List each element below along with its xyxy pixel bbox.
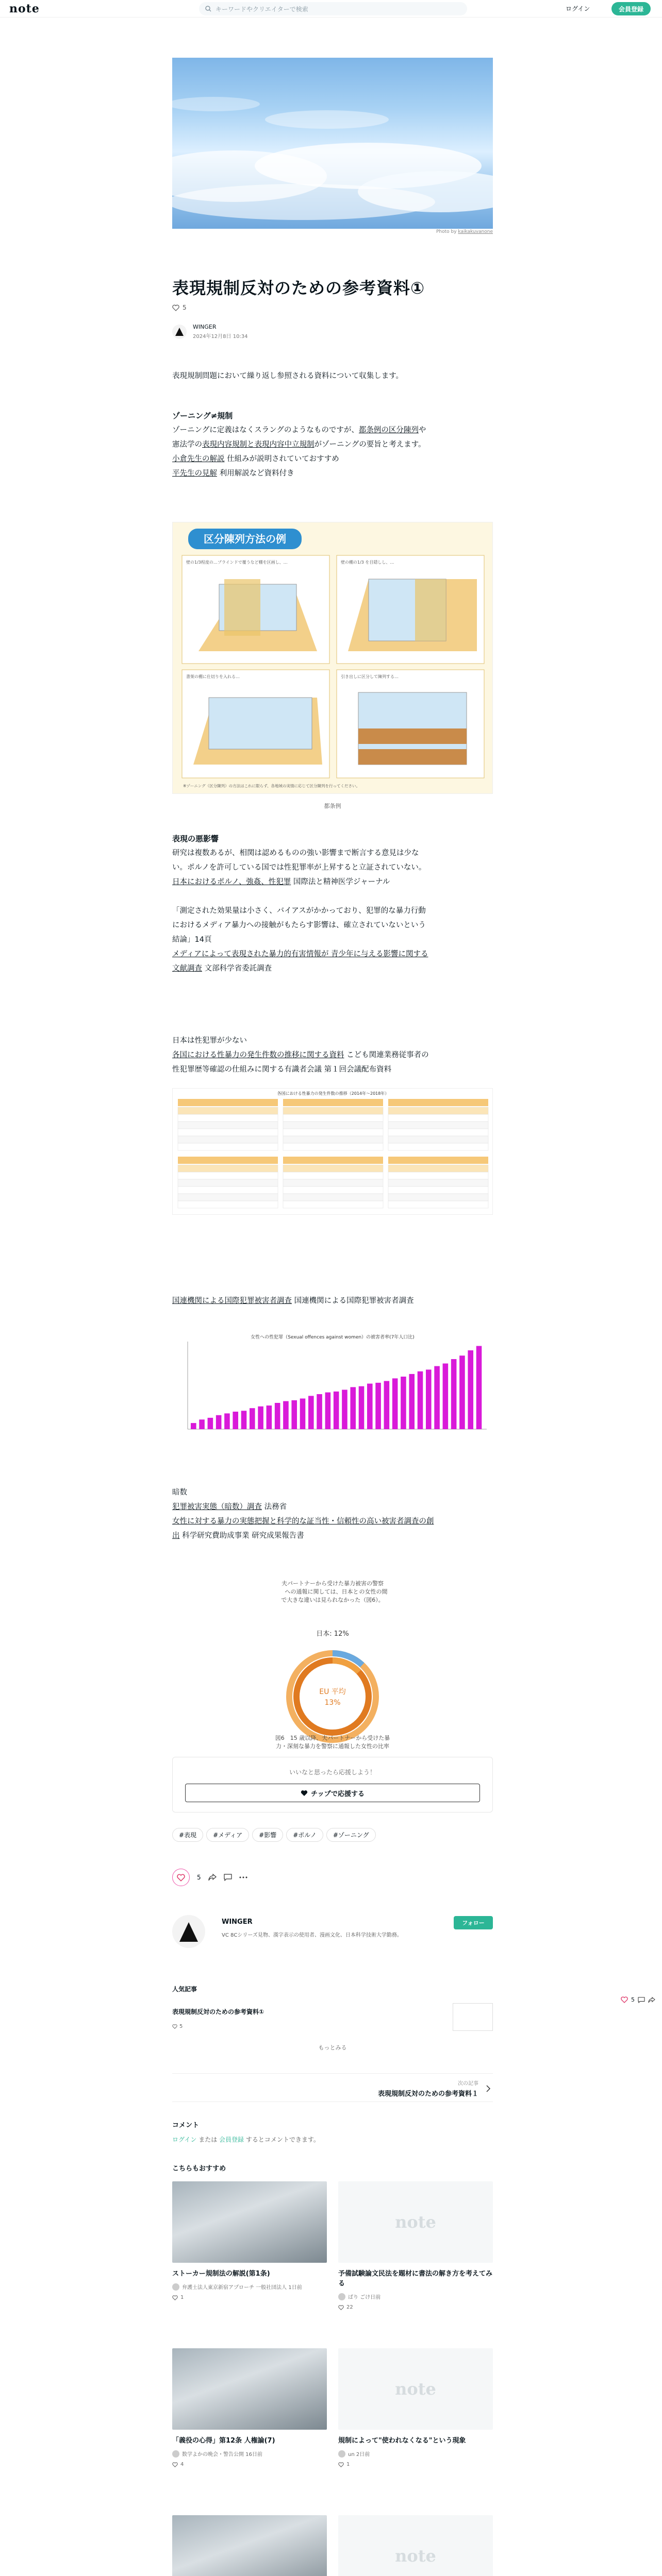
bar-chart	[172, 1331, 493, 1464]
un-link[interactable]: 国連機関による国際犯罪被害者調査	[172, 1297, 292, 1305]
bar-chart-bar	[409, 1374, 415, 1429]
few-link[interactable]: 各国における性暴力の発生件数の推移に関する資料	[172, 1051, 344, 1059]
hero-image	[172, 58, 493, 229]
zoning-link-constitution[interactable]: 表現内容規制と表現内容中立規制	[202, 440, 315, 449]
bar-chart-bar	[208, 1418, 213, 1429]
donut-title-1: 夫パートナーから受けた暴力被害の警察	[282, 1580, 384, 1587]
popular-item-title[interactable]: 表現規制反対のための参考資料①	[172, 2008, 264, 2015]
diagram-panel-1: 壁の1/3程度の…ブラインドで覆うなど棚を区画し、…	[186, 560, 288, 565]
share-icon[interactable]	[208, 1874, 217, 1881]
action-bar	[172, 1869, 493, 1886]
tag-item[interactable]: #メディア	[206, 1828, 249, 1842]
donut-caption-2: 力・深刻な暴力を警察に通報した女性の比率	[276, 1743, 389, 1750]
next-article[interactable]	[172, 2073, 493, 2102]
comments-login-link[interactable]: ログイン	[172, 2136, 197, 2143]
recommend-thumbnail[interactable]	[172, 2348, 327, 2430]
article-date: 2024年12月8日 10:34	[193, 334, 248, 340]
diagram-note: ※ゾーニング（区分陳列）の方法はこれに限らず、各地域の実情に応じて区分陳列を行ってください。	[183, 784, 360, 788]
note-logo[interactable]: note	[9, 2, 40, 15]
bar-chart-bar	[199, 1419, 205, 1429]
recommend-title[interactable]: 規制によって"使われなくなる"という現象	[338, 2437, 466, 2445]
bar-chart-bar	[459, 1355, 465, 1429]
tag-item[interactable]: #ポルノ	[286, 1828, 323, 1842]
diagram-title: 区分陳列方法の例	[204, 533, 286, 545]
avatar	[172, 325, 187, 339]
recommend-card[interactable]	[172, 2348, 327, 2467]
recommend-card[interactable]	[172, 2515, 327, 2576]
bar-chart-bar	[401, 1377, 406, 1429]
comments-signup-link[interactable]: 会員登録	[219, 2136, 244, 2143]
bar-chart-bar	[392, 1378, 398, 1429]
article-title: 表現規制反対のための参考資料①	[172, 278, 425, 298]
recommend-like[interactable]: 1	[172, 2295, 327, 2300]
more-link[interactable]: もっとみる	[318, 2044, 347, 2051]
author-name[interactable]: WINGER	[193, 324, 217, 330]
recommend-card[interactable]	[338, 2181, 493, 2310]
recommend-like[interactable]: 22	[338, 2304, 493, 2310]
comments-heading: コメント	[172, 2122, 200, 2129]
search-icon	[205, 6, 211, 12]
float-share-icon[interactable]	[648, 1997, 655, 2003]
signup-button[interactable]: 会員登録	[611, 2, 651, 15]
donut-title-2: への通報に関しては、日本と	[285, 1588, 359, 1595]
chevron-right-icon	[486, 2085, 491, 2092]
heart-icon	[172, 304, 179, 311]
profile-bio: VC 8Cシリーズ見物、漢字表示の使用者、漫画文化、日本科学技術大学勤務。	[222, 1933, 402, 1938]
diagram-panel-2: 壁の棚の1/3 を目隠しし、…	[341, 560, 394, 565]
zoning-section: ゾーニング≠規制 ゾーニングに定義はなくスラングのようなものですが、都条例の区分陳列や 憲法学の表現内容規制と表現内容中立規制がゾーニングの要旨と考えます。 小倉先生の解説 仕組みが説明されていておすすめ 平先生の見解 利用解説など資料付き	[172, 409, 493, 481]
follow-button[interactable]: フォロー	[454, 1916, 493, 1929]
top-like[interactable]	[172, 304, 187, 311]
recommend-thumbnail[interactable]: note	[338, 2181, 493, 2263]
floating-actions	[621, 1996, 655, 2003]
recommend-author-avatar	[338, 2450, 345, 2458]
tag-item[interactable]: #ゾーニング	[326, 1828, 376, 1842]
zoning-link-taira[interactable]: 平先生の見解	[172, 469, 217, 478]
bar-chart-bar	[291, 1400, 297, 1429]
diagram-panel-3: 書架の棚に仕切りを入れる…	[186, 674, 240, 679]
float-like-count: 5	[631, 1996, 635, 2003]
bar-chart-bar	[258, 1406, 263, 1429]
bar-chart-bar	[317, 1394, 322, 1429]
diagram-panel-4: 引き出しに区分して陳列する…	[341, 674, 399, 679]
recommend-author-avatar	[172, 2450, 179, 2458]
top-like-count: 5	[183, 304, 187, 311]
donut-center-value: 13%	[324, 1699, 341, 1707]
more-icon[interactable]	[239, 1876, 247, 1878]
hero-credit: Photo by kaikakuvanone	[436, 229, 493, 234]
donut-legend: 日本: 12%	[316, 1630, 349, 1638]
float-comment-icon[interactable]	[638, 1997, 645, 2003]
bar-chart-bar	[384, 1381, 390, 1430]
effect-section: 表現の悪影響 研究は複数あるが、相関は認めるものの強い影響まで断言する意見は少な い。ポルノを許可している国では性犯罪率が上昇すると立証されていない。 日本におけるポルノ、強姦、性犯罪 国際法と精神医学ジャーナル 「測定された効果量は小さく、バイアスがかかっており、犯罪的な暴力行動 におけるメディア暴力への接触がもたらす影響は、確立されていないという 結論」14頁 メディアによって表現された暴力的有害情報が 青少年に与える影響に関する 文献調査 文部科学省委託調査	[172, 832, 493, 976]
bar-chart-bar	[300, 1399, 306, 1430]
bar-chart-bar	[451, 1359, 457, 1429]
tag-list	[172, 1828, 379, 1842]
tag-item[interactable]: #影響	[252, 1828, 283, 1842]
popular-item-like: 5	[172, 2024, 183, 2029]
recommend-author[interactable]: 弁護士法人東京新宿アプローチ 一般社団法人 1日前	[172, 2283, 327, 2291]
recommend-author[interactable]: 数学よかの晩会・警告公開 16日前	[172, 2450, 327, 2458]
bar-chart-bar	[250, 1408, 255, 1429]
donut-title-4: で大きな違いは見られなかった（図6）。	[281, 1597, 384, 1603]
next-article-title: 表現規制反対のための参考資料１	[377, 2090, 478, 2098]
bar-chart-bar	[308, 1396, 314, 1429]
bar-chart-bar	[468, 1350, 473, 1429]
donut-center-label: EU 平均	[319, 1688, 346, 1696]
search-input[interactable]	[199, 2, 467, 15]
heart-icon	[177, 1874, 185, 1882]
bar-chart-bar	[350, 1387, 356, 1429]
heart-icon	[338, 2305, 344, 2310]
recommend-thumbnail[interactable]	[172, 2515, 327, 2576]
zoning-diagram	[172, 522, 493, 794]
bar-chart-bar	[233, 1412, 238, 1429]
author-block[interactable]	[172, 324, 248, 340]
top-header	[0, 0, 662, 18]
zoning-link-tokyo[interactable]: 都条例の区分陳列	[358, 426, 419, 434]
un-section: 国連機関による国際犯罪被害者調査 国連機関による国際犯罪被害者調査	[172, 1297, 414, 1305]
dark-link-kaken[interactable]: 女性に対する暴力の実態把握と科学的な証当性・信頼性の高い被害者調査の創	[172, 1517, 434, 1526]
article-intro: 表現規制問題において繰り返し参照される資料について収集します。	[172, 372, 404, 380]
donut-ring	[289, 1653, 376, 1740]
bar-chart-bar	[426, 1369, 432, 1429]
heart-icon	[172, 2024, 177, 2029]
bar-chart-bar	[191, 1423, 196, 1429]
bar-chart-bar	[224, 1413, 230, 1429]
few-section: 日本は性犯罪が少ない 各国における性暴力の発生件数の推移に関する資料 こども関連業務従事者の 性犯罪歴等確認の仕組みに関する有識者会議 第１回会議配布資料	[172, 1033, 493, 1077]
bar-chart-title: 女性への性犯罪（Sexual offences against women）の被害者率(7年人口比)	[251, 1335, 415, 1340]
support-box	[172, 1757, 493, 1812]
recommend-heading: こちらもおすすめ	[172, 2165, 226, 2173]
recommend-like[interactable]: 1	[338, 2462, 493, 2467]
donut-caption-1: 図6 15 歳以降、夫パートナーから受けた暴	[275, 1735, 390, 1741]
profile-name[interactable]: WINGER	[222, 1918, 253, 1926]
search-placeholder: キーワードやクリエイターで検索	[216, 5, 308, 13]
zoning-link-ogura[interactable]: 小倉先生の解説	[172, 455, 225, 463]
recommend-card[interactable]	[338, 2348, 493, 2467]
tag-item[interactable]: #表現	[172, 1828, 203, 1842]
bar-chart-bar	[216, 1415, 222, 1429]
bar-chart-bar	[443, 1364, 449, 1430]
donut-chart	[172, 1578, 493, 1753]
hero-credit-author[interactable]: kaikakuvanone	[458, 229, 493, 234]
comment-icon[interactable]	[224, 1874, 232, 1881]
float-heart-icon[interactable]	[621, 1996, 628, 2003]
recommend-like[interactable]: 4	[172, 2462, 327, 2467]
recommend-author-avatar	[172, 2283, 179, 2291]
tip-button[interactable]: チップで応援する	[185, 1784, 480, 1802]
bar-chart-bar	[283, 1401, 289, 1429]
popular-item-thumbnail[interactable]	[453, 2003, 493, 2031]
bar-chart-bar	[434, 1366, 440, 1429]
recommend-author[interactable]: un 2日前	[338, 2450, 493, 2458]
recommend-title[interactable]: ストーカー規制法の解説(第1条)	[172, 2270, 270, 2278]
recommend-thumbnail[interactable]: note	[338, 2348, 493, 2430]
popular-heading: 人気記事	[172, 1986, 197, 1993]
dark-heading: 暗数	[172, 1488, 187, 1497]
donut-title-3: の女性の間	[359, 1588, 388, 1595]
recommend-card[interactable]	[338, 2515, 493, 2576]
bar-chart-bar	[241, 1411, 247, 1429]
bar-chart-bar	[367, 1384, 373, 1429]
effect-heading: 表現の悪影響	[172, 834, 219, 843]
recommend-thumbnail[interactable]	[172, 2181, 327, 2263]
bar-chart-bar	[418, 1371, 423, 1429]
tip-heart-icon	[301, 1790, 308, 1797]
heart-icon	[338, 2462, 344, 2467]
bar-chart-bar	[342, 1390, 347, 1430]
like-count: 5	[197, 1874, 201, 1881]
recommend-card[interactable]	[172, 2181, 327, 2300]
recommend-author[interactable]: ばり ごけ日前	[338, 2293, 493, 2300]
bar-chart-bar	[334, 1392, 339, 1429]
heart-icon	[172, 2295, 178, 2300]
dark-link-moj[interactable]: 犯罪被害実態（暗数）調査	[172, 1503, 262, 1511]
few-heading: 日本は性犯罪が少ない	[172, 1037, 247, 1045]
comments-prompt: ログイン または 会員登録 するとコメントできます。	[172, 2136, 320, 2143]
next-article-label: 次の記事	[458, 2081, 478, 2087]
recommend-title[interactable]: 予備試験論文民法を題材に書法の解き方を考えてみる	[338, 2270, 493, 2287]
bar-chart-bar	[267, 1405, 272, 1429]
effect-link-mext[interactable]: メディアによって表現された暴力的有害情報が 青少年に与える影響に関する	[172, 950, 428, 958]
dark-section: 暗数 犯罪被害実態（暗数）調査 法務省 女性に対する暴力の実態把握と科学的な証当性・信頼性の高い被害者調査の創 出 科学研究費助成事業 研究成果報告書	[172, 1485, 493, 1543]
recommend-title[interactable]: 「義役の心得」第12条 人権論(7)	[172, 2437, 275, 2445]
table-title: 各国における性暴力の発生件数の推移（2014年～2018年）	[277, 1091, 389, 1096]
crime-table-image	[172, 1088, 493, 1215]
diagram-caption: 都条例	[324, 803, 341, 809]
bar-chart-bar	[476, 1346, 482, 1430]
login-link[interactable]: ログイン	[566, 5, 590, 12]
like-button[interactable]	[172, 1869, 190, 1886]
recommend-thumbnail[interactable]: note	[338, 2515, 493, 2576]
bar-chart-bar	[375, 1383, 381, 1429]
bar-chart-bar	[325, 1393, 331, 1429]
bar-chart-bar	[275, 1403, 280, 1429]
effect-link-japan[interactable]: 日本におけるポルノ、強姦、性犯罪	[172, 878, 291, 886]
zoning-heading: ゾーニング≠規制	[172, 411, 233, 420]
profile-avatar[interactable]	[172, 1915, 205, 1948]
bar-chart-bar	[359, 1386, 365, 1429]
heart-icon	[172, 2462, 178, 2467]
support-text: いいなと思ったら応援しよう！	[289, 1769, 376, 1776]
recommend-author-avatar	[338, 2293, 345, 2300]
